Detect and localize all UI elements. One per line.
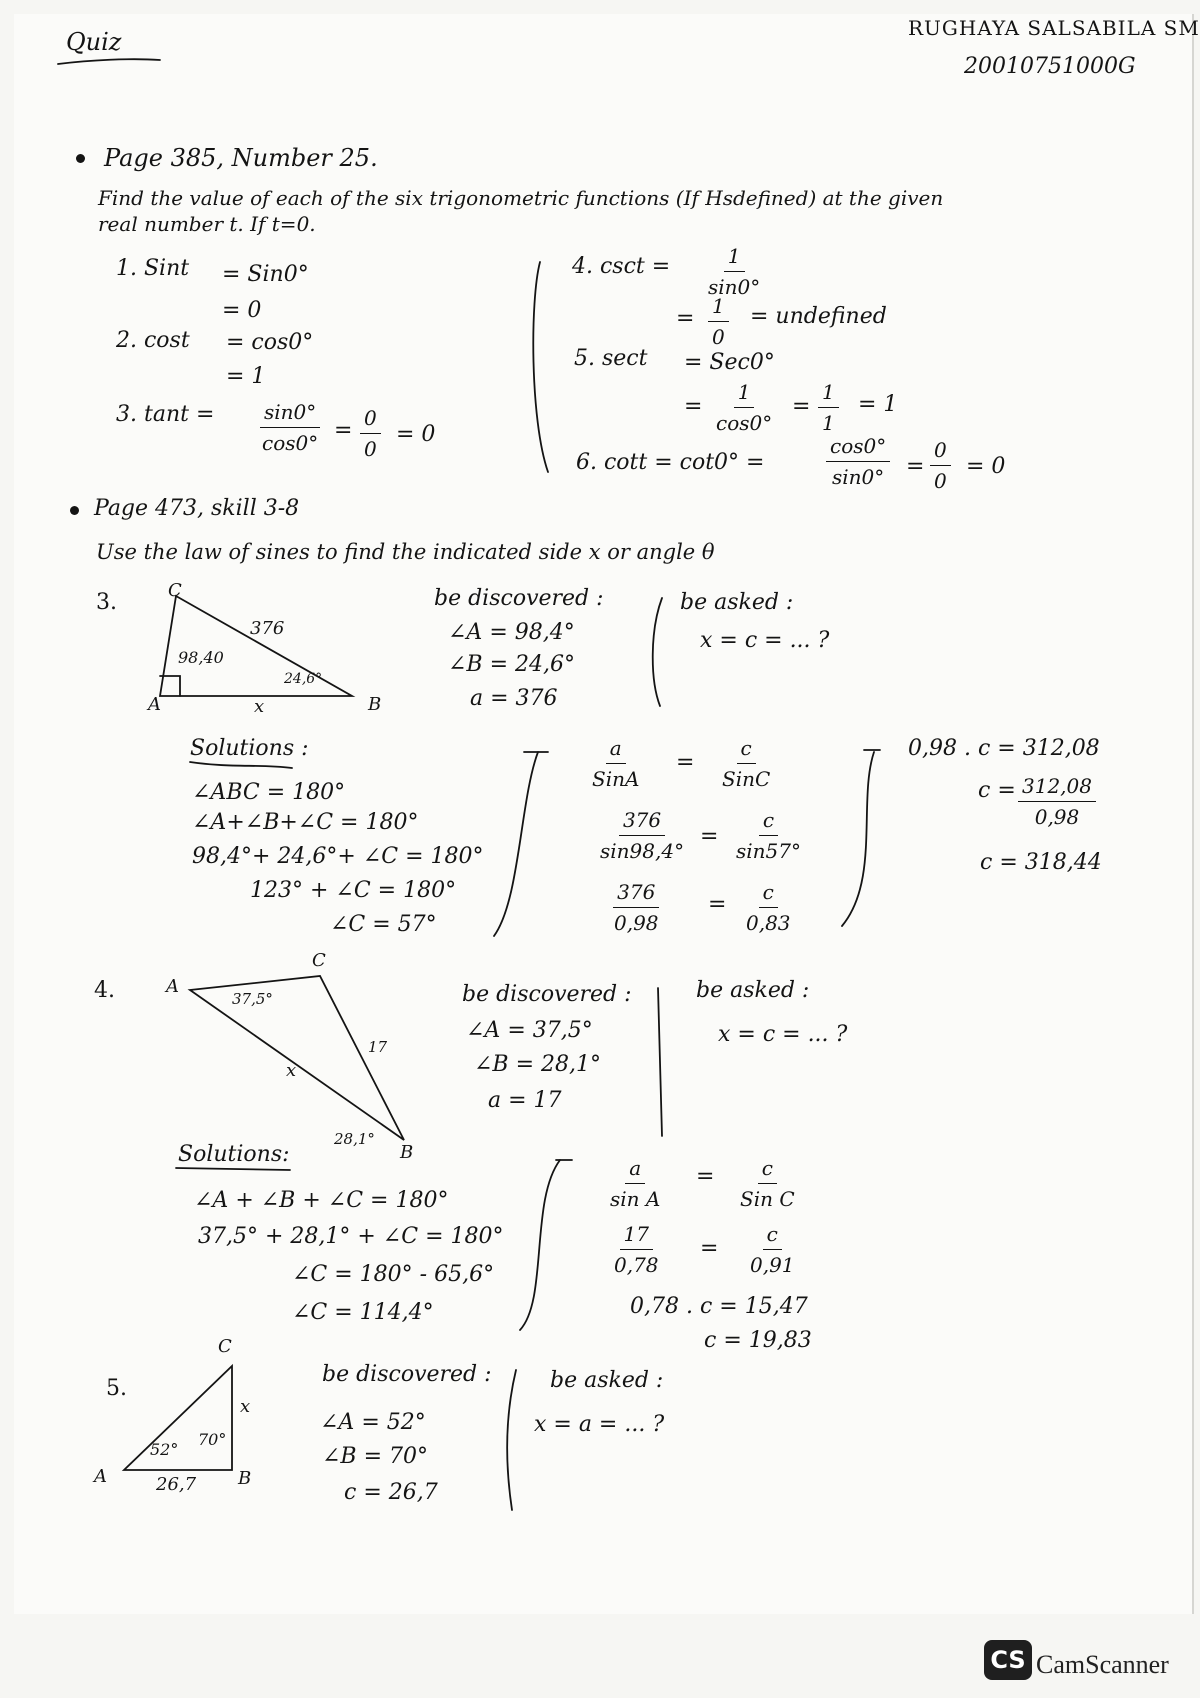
p4-vertex-a: A (166, 976, 179, 997)
p3-solutions-title: Solutions : (190, 736, 309, 761)
cot-num: cos0° (826, 434, 890, 462)
p4-solutions-title: Solutions: (178, 1142, 290, 1167)
p3-law-1-left-den: SinA (592, 767, 640, 791)
csc-den: sin0° (708, 275, 761, 299)
p3-angle-b: 24,6° (284, 671, 323, 687)
p3-step-5: ∠C = 57° (330, 912, 437, 937)
p3-vertex-b: B (368, 694, 382, 715)
p4-vertex-b: B (400, 1142, 414, 1163)
tan-frac-num: sin0° (260, 400, 320, 428)
p3-vertex-a: A (148, 694, 161, 715)
p3-law-eq-2: = (700, 824, 719, 849)
tan-fraction (258, 400, 322, 455)
p4-angle-a: 37,5° (232, 990, 273, 1008)
p3-discovered-3: a = 376 (470, 686, 558, 711)
tan-zero-num: 0 (360, 406, 381, 434)
sin-step-2: = 0 (222, 298, 262, 323)
p3-law-left-3 (610, 880, 663, 935)
csc-label: 4. csct = (572, 254, 671, 279)
p5-discovered-1: ∠A = 52° (320, 1410, 426, 1435)
p4-law-1-left-den: sin A (610, 1187, 661, 1211)
p4-law-2-right-num: c (763, 1222, 782, 1250)
p5-discovered-2: ∠B = 70° (322, 1444, 429, 1469)
p3-calc-1: 0,98 . c = 312,08 (908, 736, 1100, 761)
sec-one-den: 1 (822, 411, 835, 435)
section1-heading: Page 385, Number 25. (104, 144, 378, 172)
quiz-title: Quiz (66, 28, 122, 56)
p4-discovered-title: be discovered : (462, 982, 632, 1007)
csc-result: = undefined (750, 304, 887, 329)
p3-law-3-right-den: 0,83 (746, 911, 791, 935)
p5-discovered-3: c = 26,7 (344, 1480, 438, 1505)
tan-result: = 0 (396, 422, 436, 447)
tan-frac-den: cos0° (262, 431, 319, 455)
p3-law-eq-3: = (708, 892, 727, 917)
p4-law-2-right-den: 0,91 (750, 1253, 795, 1277)
p4-number: 4. (94, 978, 115, 1003)
p3-side-x: x (254, 696, 265, 717)
p3-law-right-3 (742, 880, 795, 935)
p3-discovered-1: ∠A = 98,4° (448, 620, 575, 645)
p4-law-2-left-num: 17 (620, 1222, 653, 1250)
p4-angle-b: 28,1° (334, 1130, 375, 1148)
p4-law-1-left-num: a (625, 1156, 645, 1184)
cot-zero-num: 0 (930, 438, 951, 466)
p4-law-left-2 (610, 1222, 663, 1277)
camscanner-logo-icon: CS (984, 1640, 1032, 1680)
section2-instruction: Use the law of sines to find the indicated side x or angle θ (96, 540, 715, 564)
p3-triangle (160, 596, 352, 696)
bullet-section1 (76, 154, 85, 163)
p3-calc-3: c = 318,44 (980, 850, 1102, 875)
p4-asked: x = c = ... ? (718, 1022, 848, 1047)
csc-zero-den: 0 (712, 325, 725, 349)
sin-label: 1. Sint (116, 256, 190, 281)
p5-vertex-a: A (94, 1466, 107, 1487)
p4-discovered-3: a = 17 (488, 1088, 562, 1113)
p5-side-c: 26,7 (156, 1474, 197, 1495)
p3-calc-2: c = (978, 778, 1016, 803)
p3-law-left-1 (588, 736, 643, 791)
tan-zero-fraction (360, 406, 381, 461)
sec-eq: = (684, 394, 703, 419)
p3-asked-title: be asked : (680, 590, 794, 615)
p3-law-1-left-num: a (606, 736, 626, 764)
quiz-underline (58, 59, 160, 64)
p3-side-a: 376 (250, 618, 285, 639)
p3-law-right-2 (732, 808, 805, 863)
p3-law-2-right-num: c (759, 808, 778, 836)
p4-step-2: 37,5° + 28,1° + ∠C = 180° (198, 1224, 504, 1249)
p4-law-eq-1: = (696, 1164, 715, 1189)
sec-one-num: 1 (818, 380, 839, 408)
tan-eq: = (334, 418, 353, 443)
cos-step-2: = 1 (226, 364, 266, 389)
sin-step-1: = Sin0° (222, 262, 309, 287)
p3-law-2-left-num: 376 (619, 808, 665, 836)
cot-label: 6. cott = cot0° = (576, 450, 765, 475)
p3-law-3-right-num: c (759, 880, 778, 908)
csc-fraction (704, 244, 764, 299)
section1-instruction-2: real number t. If t=0. (98, 212, 316, 236)
p4-step-1: ∠A + ∠B + ∠C = 180° (194, 1188, 449, 1213)
p4-calc-2: c = 19,83 (704, 1328, 812, 1353)
p3-law-2-right-den: sin57° (736, 839, 801, 863)
csc-one-zero-fraction (708, 294, 729, 349)
p4-side-x: x (286, 1060, 297, 1081)
bullet-section2 (70, 506, 79, 515)
p4-triangle (190, 976, 404, 1140)
sec-num: 1 (734, 380, 755, 408)
p4-calc-1: 0,78 . c = 15,47 (630, 1294, 808, 1319)
p5-angle-b: 70° (198, 1430, 227, 1449)
cot-zero-den: 0 (934, 469, 947, 493)
csc-num: 1 (724, 244, 745, 272)
p5-number: 5. (106, 1376, 127, 1401)
cot-eq: = (906, 454, 925, 479)
p5-asked: x = a = ... ? (534, 1412, 665, 1437)
tan-label: 3. tant = (116, 402, 215, 427)
section1-bracket (533, 262, 548, 472)
cot-zero-fraction (930, 438, 951, 493)
p3-calc-den: 0,98 (1034, 805, 1080, 829)
p4-law-eq-2: = (700, 1236, 719, 1261)
p5-vertex-b: B (238, 1468, 252, 1489)
p3-law-1-right-den: SinC (722, 767, 771, 791)
p5-bracket (507, 1370, 516, 1510)
p3-vertex-c: C (168, 580, 182, 601)
cot-result: = 0 (966, 454, 1006, 479)
p4-divider (658, 988, 662, 1136)
p4-law-right-2 (746, 1222, 799, 1277)
p3-discovered-title: be discovered : (434, 586, 604, 611)
p4-discovered-2: ∠B = 28,1° (474, 1052, 602, 1077)
p3-step-4: 123° + ∠C = 180° (250, 878, 457, 903)
p5-discovered-title: be discovered : (322, 1362, 492, 1387)
p3-number: 3. (96, 590, 117, 615)
camscanner-brand: CamScanner (1036, 1650, 1169, 1679)
section1-instruction-1: Find the value of each of the six trigonometric functions (If Hsdefined) at the given (98, 186, 944, 210)
sec-one-fraction (818, 380, 839, 435)
p3-discovered-2: ∠B = 24,6° (448, 652, 576, 677)
p4-law-right-1 (736, 1156, 799, 1211)
p4-step-3: ∠C = 180° - 65,6° (292, 1262, 495, 1287)
sec-result: = 1 (858, 392, 898, 417)
p3-solutions-underline (190, 762, 292, 768)
p4-law-left-1 (606, 1156, 664, 1211)
p3-law-right-1 (718, 736, 774, 791)
student-name: RUGHAYA SALSABILA SM (908, 16, 1200, 40)
p3-calc-num: 312,08 (1018, 774, 1096, 802)
p4-side-a: 17 (368, 1038, 388, 1056)
p3-asked-bracket (653, 598, 662, 706)
sec-den: cos0° (716, 411, 773, 435)
p3-curve-left (494, 752, 538, 936)
sec-eq2: = (792, 394, 811, 419)
p4-law-1-right-num: c (758, 1156, 777, 1184)
sec-label: 5. sect (574, 346, 648, 371)
student-id: 20010751000G (964, 54, 1136, 79)
p3-step-1: ∠ABC = 180° (192, 780, 346, 805)
p5-angle-a: 52° (150, 1440, 179, 1459)
p4-law-1-right-den: Sin C (740, 1187, 795, 1211)
p3-law-2-left-den: sin98,4° (600, 839, 685, 863)
p4-step-4: ∠C = 114,4° (292, 1300, 434, 1325)
cos-step-1: = cos0° (226, 330, 314, 355)
p4-discovered-1: ∠A = 37,5° (466, 1018, 593, 1043)
p4-law-2-left-den: 0,78 (614, 1253, 659, 1277)
p4-curve (520, 1160, 560, 1330)
p3-law-eq-1: = (676, 750, 695, 775)
p5-side-x: x (240, 1396, 251, 1417)
p4-asked-title: be asked : (696, 978, 810, 1003)
p3-law-1-right-num: c (737, 736, 756, 764)
p3-angle-a: 98,40 (178, 648, 224, 667)
p5-vertex-c: C (218, 1336, 232, 1357)
p3-calc-fraction (1018, 774, 1096, 829)
cot-fraction (826, 434, 890, 489)
sec-step-1: = Sec0° (684, 350, 775, 375)
section2-heading: Page 473, skill 3-8 (94, 496, 300, 521)
p3-curve-right (842, 752, 874, 926)
sec-fraction (712, 380, 776, 435)
p4-solutions-underline (176, 1168, 290, 1170)
cot-den: sin0° (831, 465, 885, 489)
cos-label: 2. cost (116, 328, 190, 353)
csc-eq2: = (676, 306, 695, 331)
p3-law-3-left-num: 376 (613, 880, 659, 908)
p3-law-left-2 (596, 808, 688, 863)
p3-step-2: ∠A+∠B+∠C = 180° (192, 810, 419, 835)
csc-one-num: 1 (708, 294, 729, 322)
tan-zero-den: 0 (364, 437, 377, 461)
p5-asked-title: be asked : (550, 1368, 664, 1393)
p3-asked: x = c = ... ? (700, 628, 830, 653)
p4-vertex-c: C (312, 950, 326, 971)
p3-step-3: 98,4°+ 24,6°+ ∠C = 180° (192, 844, 484, 869)
p3-law-3-left-den: 0,98 (614, 911, 659, 935)
